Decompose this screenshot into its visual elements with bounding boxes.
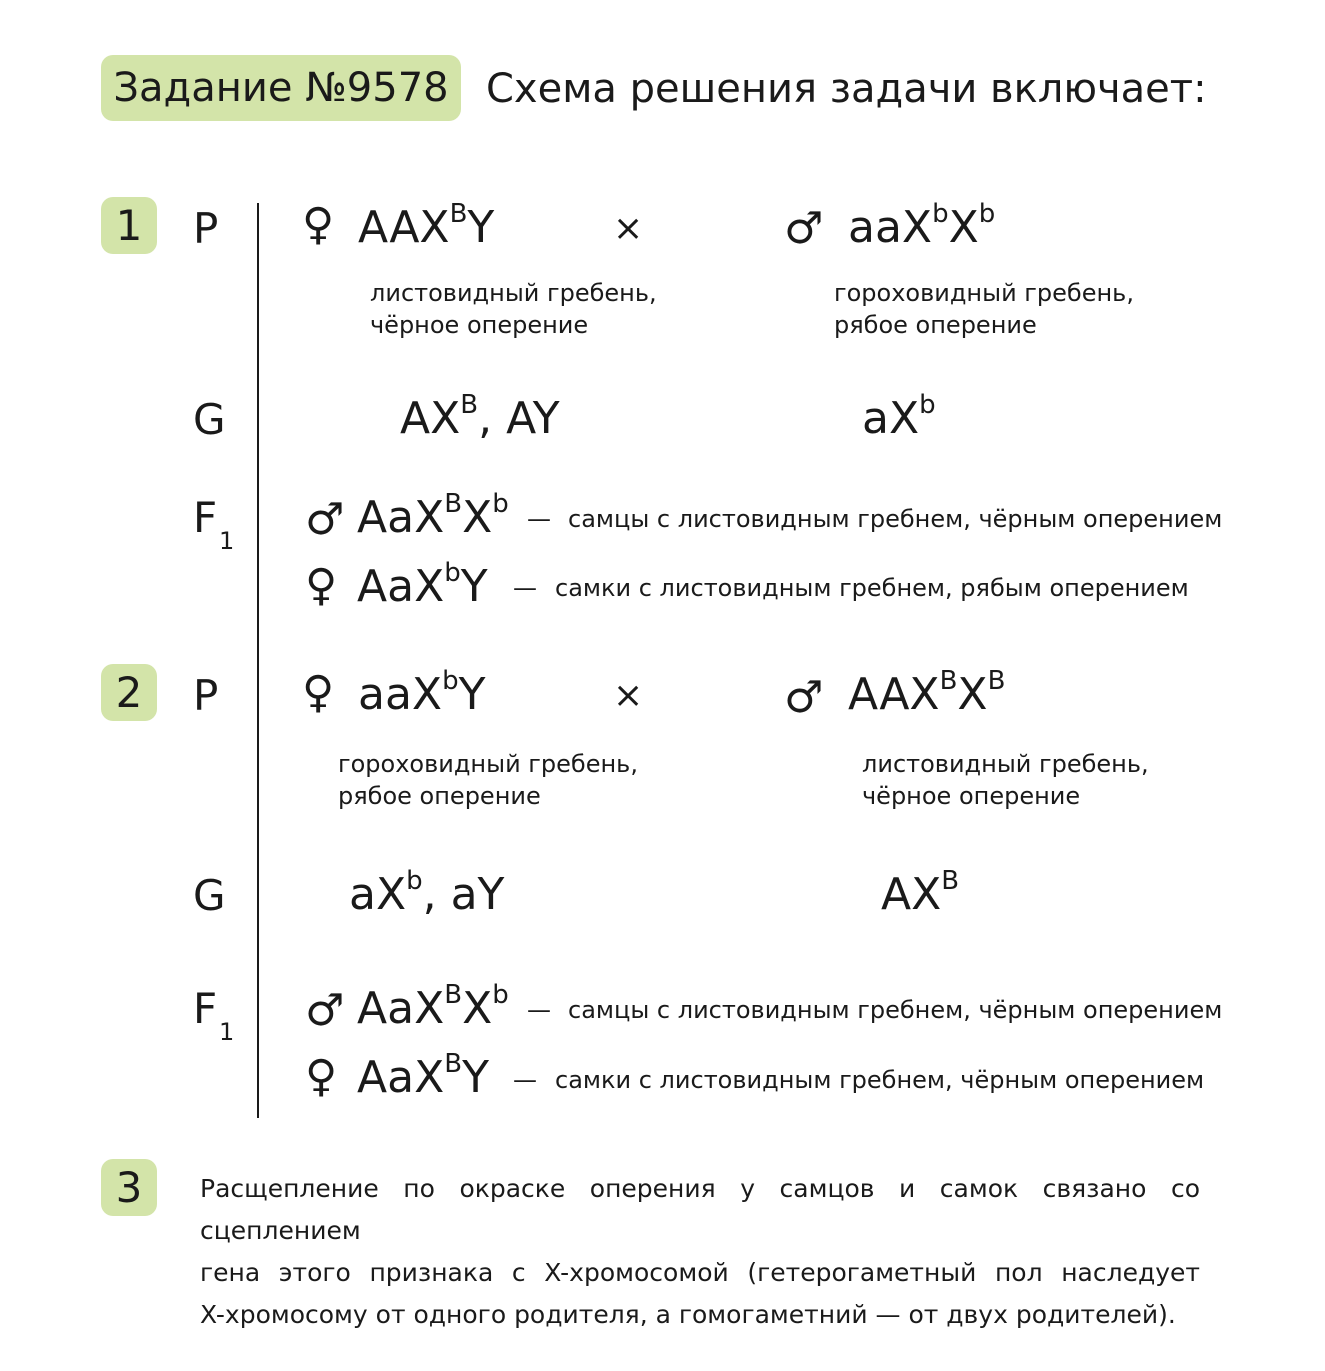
explanation-line: X-хромосому от одного родителя, а гомогаметний — от двух родителей). bbox=[200, 1300, 1176, 1329]
row-label-g: G bbox=[193, 871, 226, 920]
parent-female-genotype: $AAX^BY$ bbox=[358, 199, 495, 253]
female-gametes: $AX^B$, AY bbox=[400, 390, 560, 444]
offspring-female-genotype: AaX$^b$Y bbox=[357, 558, 488, 612]
male-symbol-icon: ♂ bbox=[305, 985, 345, 1036]
f-subscript: 1 bbox=[219, 527, 235, 555]
explanation-line: гена этого признака с X-хромосомой (гетерогаметный пол наследует bbox=[200, 1258, 1200, 1287]
male-symbol-icon: ♂ bbox=[784, 203, 824, 254]
offspring-male-genotype: $AaX^BX^b$ bbox=[357, 980, 509, 1034]
cross-icon: × bbox=[613, 675, 644, 716]
female-symbol-icon: ♀ bbox=[305, 560, 338, 611]
parent-male-genotype: $AAX^BX^B$ bbox=[848, 666, 1006, 720]
step-badge-2 bbox=[101, 664, 157, 721]
female-symbol-icon: ♀ bbox=[302, 199, 335, 250]
step-badge-3 bbox=[101, 1159, 157, 1216]
row-label-p: P bbox=[193, 671, 219, 720]
explanation-line: Расщепление по окраске оперения у самцов и самок связано со сцеплением bbox=[200, 1174, 1200, 1245]
row-label-g: G bbox=[193, 395, 226, 444]
male-symbol-icon: ♂ bbox=[305, 494, 345, 545]
male-gametes: $aX^b$ bbox=[862, 390, 936, 444]
parent-female-phenotype: листовидный гребень, чёрное оперение bbox=[370, 279, 657, 339]
row-label-p: P bbox=[193, 204, 219, 253]
offspring-male-genotype: $AaX^BX^b$ bbox=[357, 489, 509, 543]
row-label-f: F bbox=[193, 493, 218, 542]
explanation-text bbox=[200, 1168, 1200, 1336]
dash: — bbox=[527, 505, 551, 533]
task-badge bbox=[101, 55, 461, 121]
male-symbol-icon: ♂ bbox=[784, 672, 824, 723]
step-number: 2 bbox=[115, 668, 143, 717]
dash: — bbox=[513, 574, 537, 602]
task-number: Задание №9578 bbox=[113, 65, 449, 111]
row-label-f: F bbox=[193, 984, 218, 1033]
offspring-female-genotype: AaX$^B$Y bbox=[357, 1049, 489, 1103]
page-title: Схема решения задачи включает: bbox=[486, 66, 1207, 112]
vertical-divider bbox=[257, 203, 259, 1118]
male-gametes: $AX^B$ bbox=[881, 866, 960, 920]
step-badge-1 bbox=[101, 197, 157, 254]
dash: — bbox=[513, 1066, 537, 1094]
female-gametes: $aX^b$, aY bbox=[349, 866, 505, 920]
offspring-female-description: самки с листовидным гребнем, рябым оперением bbox=[555, 574, 1189, 602]
dash: — bbox=[527, 996, 551, 1024]
cross-icon: × bbox=[613, 208, 644, 249]
parent-female-phenotype: гороховидный гребень, рябое оперение bbox=[338, 750, 638, 810]
female-symbol-icon: ♀ bbox=[305, 1051, 338, 1102]
parent-male-phenotype: гороховидный гребень, рябое оперение bbox=[834, 279, 1134, 339]
offspring-male-description: самцы с листовидным гребнем, чёрным оперением bbox=[568, 505, 1223, 533]
parent-male-genotype: $aaX^bX^b$ bbox=[848, 199, 996, 253]
step-number: 3 bbox=[115, 1163, 143, 1212]
parent-female-genotype: aaX$^b$Y bbox=[358, 666, 486, 720]
offspring-male-description: самцы с листовидным гребнем, чёрным оперением bbox=[568, 996, 1223, 1024]
f-subscript: 1 bbox=[219, 1018, 235, 1046]
parent-male-phenotype: листовидный гребень, чёрное оперение bbox=[862, 750, 1149, 810]
female-symbol-icon: ♀ bbox=[302, 667, 335, 718]
step-number: 1 bbox=[115, 201, 143, 250]
offspring-female-description: самки с листовидным гребнем, чёрным оперением bbox=[555, 1066, 1205, 1094]
